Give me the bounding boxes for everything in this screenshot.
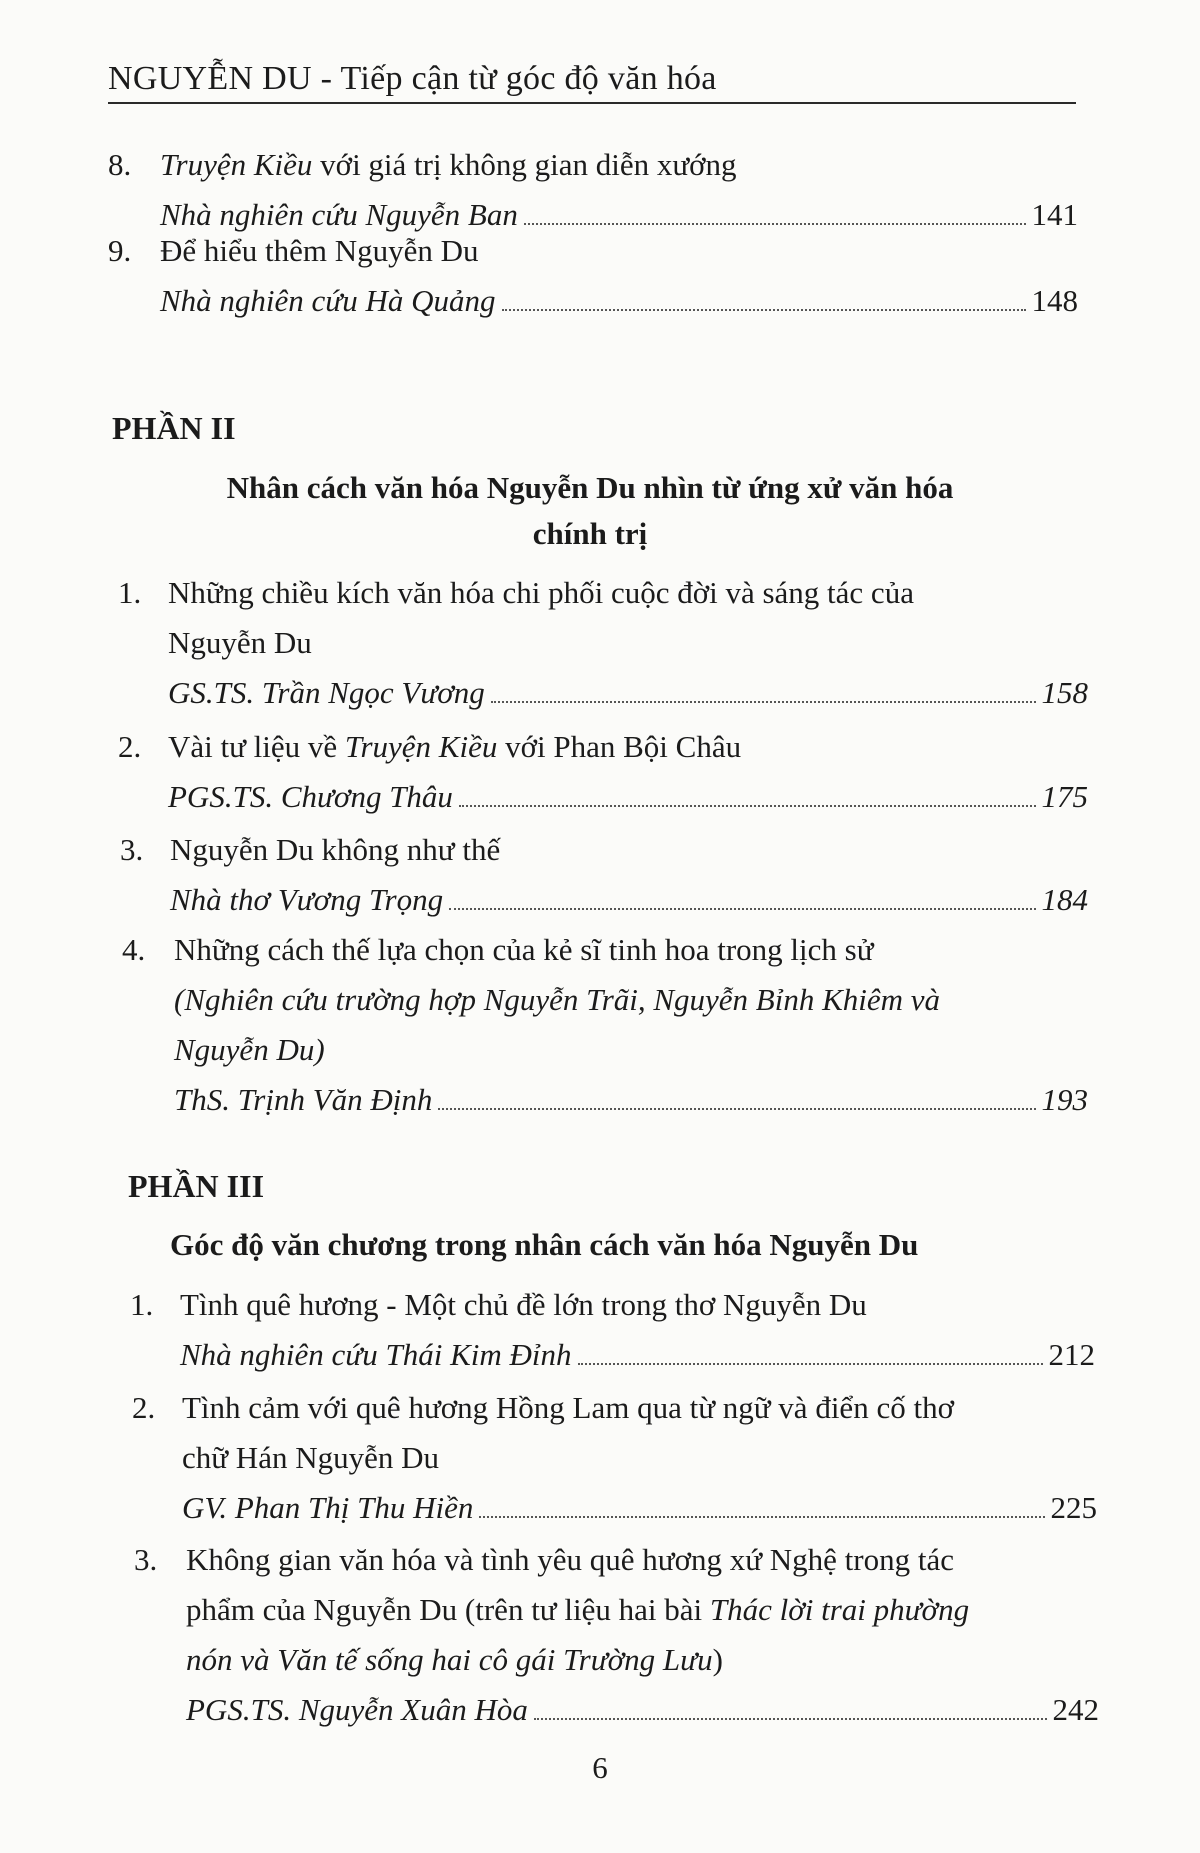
entry-author: PGS.TS. Chương Thâu (168, 779, 453, 814)
entry-number: 1. (118, 575, 142, 610)
entry-page: 225 (1050, 1490, 1097, 1525)
entry-title-line: chữ Hán Nguyễn Du (182, 1440, 439, 1475)
entry-author-row (170, 875, 1088, 925)
entry-author: PGS.TS. Nguyễn Xuân Hòa (186, 1692, 528, 1727)
entry-author-row (180, 1330, 1095, 1380)
entry-number: 4. (122, 932, 146, 967)
entry-page: 148 (1031, 283, 1078, 318)
entry-title-line: Không gian văn hóa và tình yêu quê hương xứ Nghệ trong tác (186, 1542, 954, 1577)
dot-leader (524, 191, 1026, 225)
entry-author-row (186, 1685, 1099, 1735)
part-2-title: Nhân cách văn hóa Nguyễn Du nhìn từ ứng xử văn hóa chính trị (226, 470, 954, 551)
part-3-heading: PHẦN III (128, 1168, 265, 1204)
entry-title-line: Những cách thế lựa chọn của kẻ sĩ tinh hoa trong lịch sử (174, 932, 874, 967)
dot-leader (502, 277, 1026, 311)
entry-title-line: Tình quê hương - Một chủ đề lớn trong thơ Nguyễn Du (180, 1287, 867, 1322)
entry-author: ThS. Trịnh Văn Định (174, 1082, 433, 1117)
entry-number: 3. (120, 832, 144, 867)
entry-number: 9. (108, 233, 132, 268)
dot-leader (578, 1331, 1043, 1365)
part-3-title: Góc độ văn chương trong nhân cách văn hóa Nguyễn Du (170, 1227, 919, 1262)
dot-leader (449, 876, 1035, 910)
entry-number: 1. (130, 1287, 154, 1322)
entry-number: 2. (118, 729, 142, 764)
entry-author: Nhà nghiên cứu Thái Kim Đỉnh (180, 1337, 572, 1372)
entry-author: Nhà nghiên cứu Hà Quảng (160, 283, 496, 318)
dot-leader (491, 669, 1036, 703)
entry-title-line: Nguyễn Du (168, 625, 312, 660)
entry-title-line: Những chiều kích văn hóa chi phối cuộc đời và sáng tác của (168, 575, 914, 610)
part-2-heading: PHẦN II (112, 410, 236, 446)
entry-page: 242 (1052, 1692, 1099, 1727)
entry-page: 175 (1041, 779, 1088, 814)
entry-page: 141 (1031, 197, 1078, 232)
entry-title-line: Nguyễn Du không như thế (170, 832, 501, 867)
entry-author-row (182, 1483, 1097, 1533)
entry-author-row (174, 1075, 1088, 1125)
entry-title-line: nón và Văn tế sống hai cô gái Trường Lưu) (186, 1642, 723, 1677)
entry-title-line: phẩm của Nguyễn Du (trên tư liệu hai bài Thác lời trai phường (186, 1592, 970, 1627)
entry-author: GV. Phan Thị Thu Hiền (182, 1490, 474, 1525)
entry-number: 3. (134, 1542, 158, 1577)
entry-author-row (168, 772, 1088, 822)
entry-author-row (168, 668, 1088, 718)
entry-author: Nhà nghiên cứu Nguyễn Ban (160, 197, 518, 232)
entry-title-line: Tình cảm với quê hương Hồng Lam qua từ ngữ và điển cố thơ (182, 1390, 954, 1425)
entry-title: Truyện Kiều với giá trị không gian diễn xướng (160, 147, 737, 182)
dot-leader (534, 1686, 1047, 1720)
entry-number: 2. (132, 1390, 156, 1425)
dot-leader (438, 1076, 1035, 1110)
entry-author: GS.TS. Trần Ngọc Vương (168, 675, 485, 710)
page-number: 6 (592, 1750, 608, 1785)
dot-leader (479, 1484, 1044, 1518)
entry-number: 8. (108, 147, 132, 182)
entry-page: 184 (1041, 882, 1088, 917)
running-head: NGUYỄN DU - Tiếp cận từ góc độ văn hóa (108, 60, 1076, 104)
dot-leader (459, 773, 1036, 807)
entry-page: 212 (1048, 1337, 1095, 1372)
entry-page: 193 (1041, 1082, 1088, 1117)
entry-page: 158 (1041, 675, 1088, 710)
entry-title: Để hiểu thêm Nguyễn Du (160, 233, 479, 268)
entry-title-line: Vài tư liệu về Truyện Kiều với Phan Bội Châu (168, 729, 742, 764)
entry-title-line: Nguyễn Du) (174, 1032, 325, 1067)
entry-author-row (160, 276, 1078, 326)
entry-title-line: (Nghiên cứu trường hợp Nguyễn Trãi, Nguyễn Bỉnh Khiêm và (174, 982, 941, 1017)
entry-author: Nhà thơ Vương Trọng (170, 882, 444, 917)
